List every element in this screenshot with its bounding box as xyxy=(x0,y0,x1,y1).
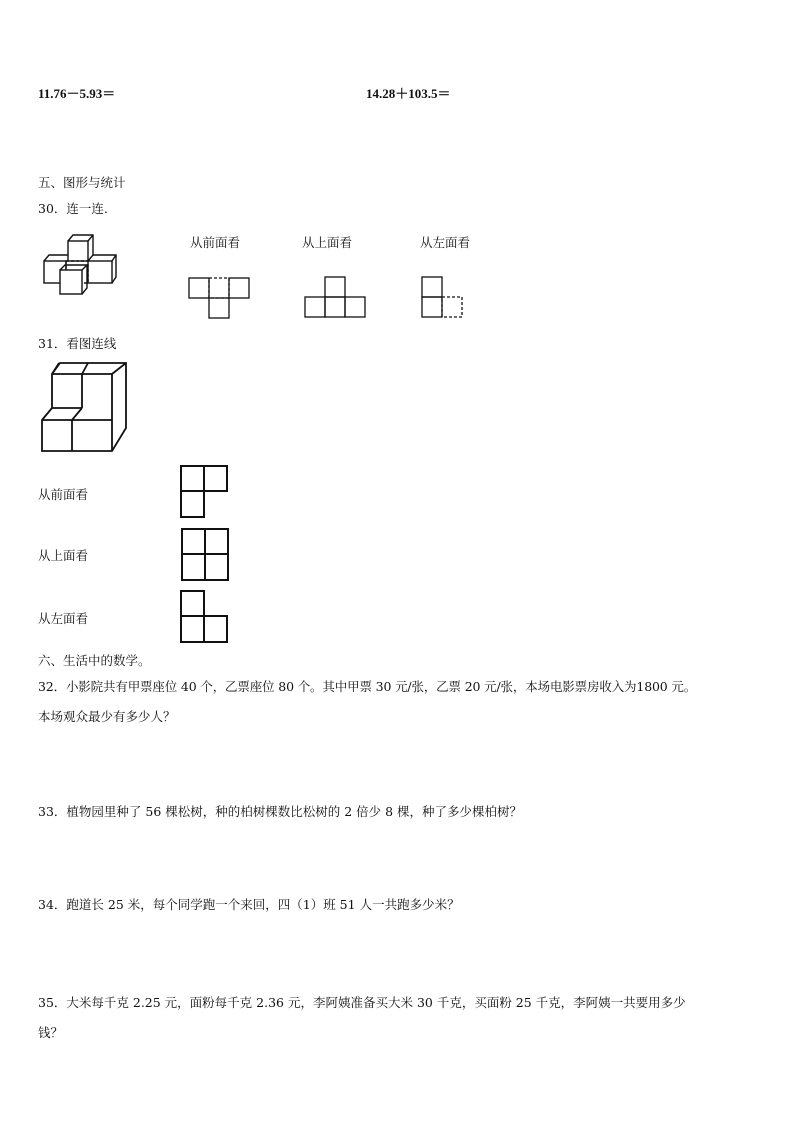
q30-view-label-front: 从前面看 xyxy=(190,235,241,250)
q32-line1: 32．小影院共有甲票座位 40 个，乙票座位 80 个。其中甲票 30 元/张，乙票 20 元/张，本场电影票房收入为1800 元。 xyxy=(38,679,697,694)
q31-label: 31．看图连线 xyxy=(38,336,117,351)
equation-right: 14.28＋103.5＝ xyxy=(366,86,451,101)
q35-line2: 钱？ xyxy=(38,1025,64,1040)
q30-view-label-left: 从左面看 xyxy=(420,235,471,250)
q31-view-label-left: 从左面看 xyxy=(38,611,89,626)
q31-front-view-shape xyxy=(180,465,230,519)
q33-text: 33．植物园里种了 56 棵松树，种的柏树棵数比松树的 2 倍少 8 棵，种了多少棵柏树？ xyxy=(38,804,523,819)
q30-left-view-shape xyxy=(421,276,463,318)
q35-line1: 35．大米每千克 2.25 元，面粉每千克 2.36 元，李阿姨准备买大米 30 千克，买面粉 25 千克，李阿姨一共要用多少 xyxy=(38,995,686,1010)
q31-view-label-front: 从前面看 xyxy=(38,487,89,502)
q32-line2: 本场观众最少有多少人？ xyxy=(38,709,176,724)
section5-heading: 五、图形与统计 xyxy=(38,175,126,190)
q30-view-label-top: 从上面看 xyxy=(302,235,353,250)
q30-cube-figure xyxy=(40,232,126,298)
q31-cube-figure xyxy=(40,362,132,454)
q31-view-label-top: 从上面看 xyxy=(38,548,89,563)
q30-top-view-shape xyxy=(304,276,366,318)
section6-heading: 六、生活中的数学。 xyxy=(38,653,151,668)
q31-top-view-shape xyxy=(181,528,231,582)
q30-front-view-shape xyxy=(188,277,250,319)
q31-left-view-shape xyxy=(180,590,230,644)
equation-left: 11.76－5.93＝ xyxy=(38,86,116,101)
q34-text: 34．跑道长 25 米，每个同学跑一个来回，四（1）班 51 人一共跑多少米？ xyxy=(38,897,460,912)
q30-label: 30．连一连. xyxy=(38,201,108,216)
